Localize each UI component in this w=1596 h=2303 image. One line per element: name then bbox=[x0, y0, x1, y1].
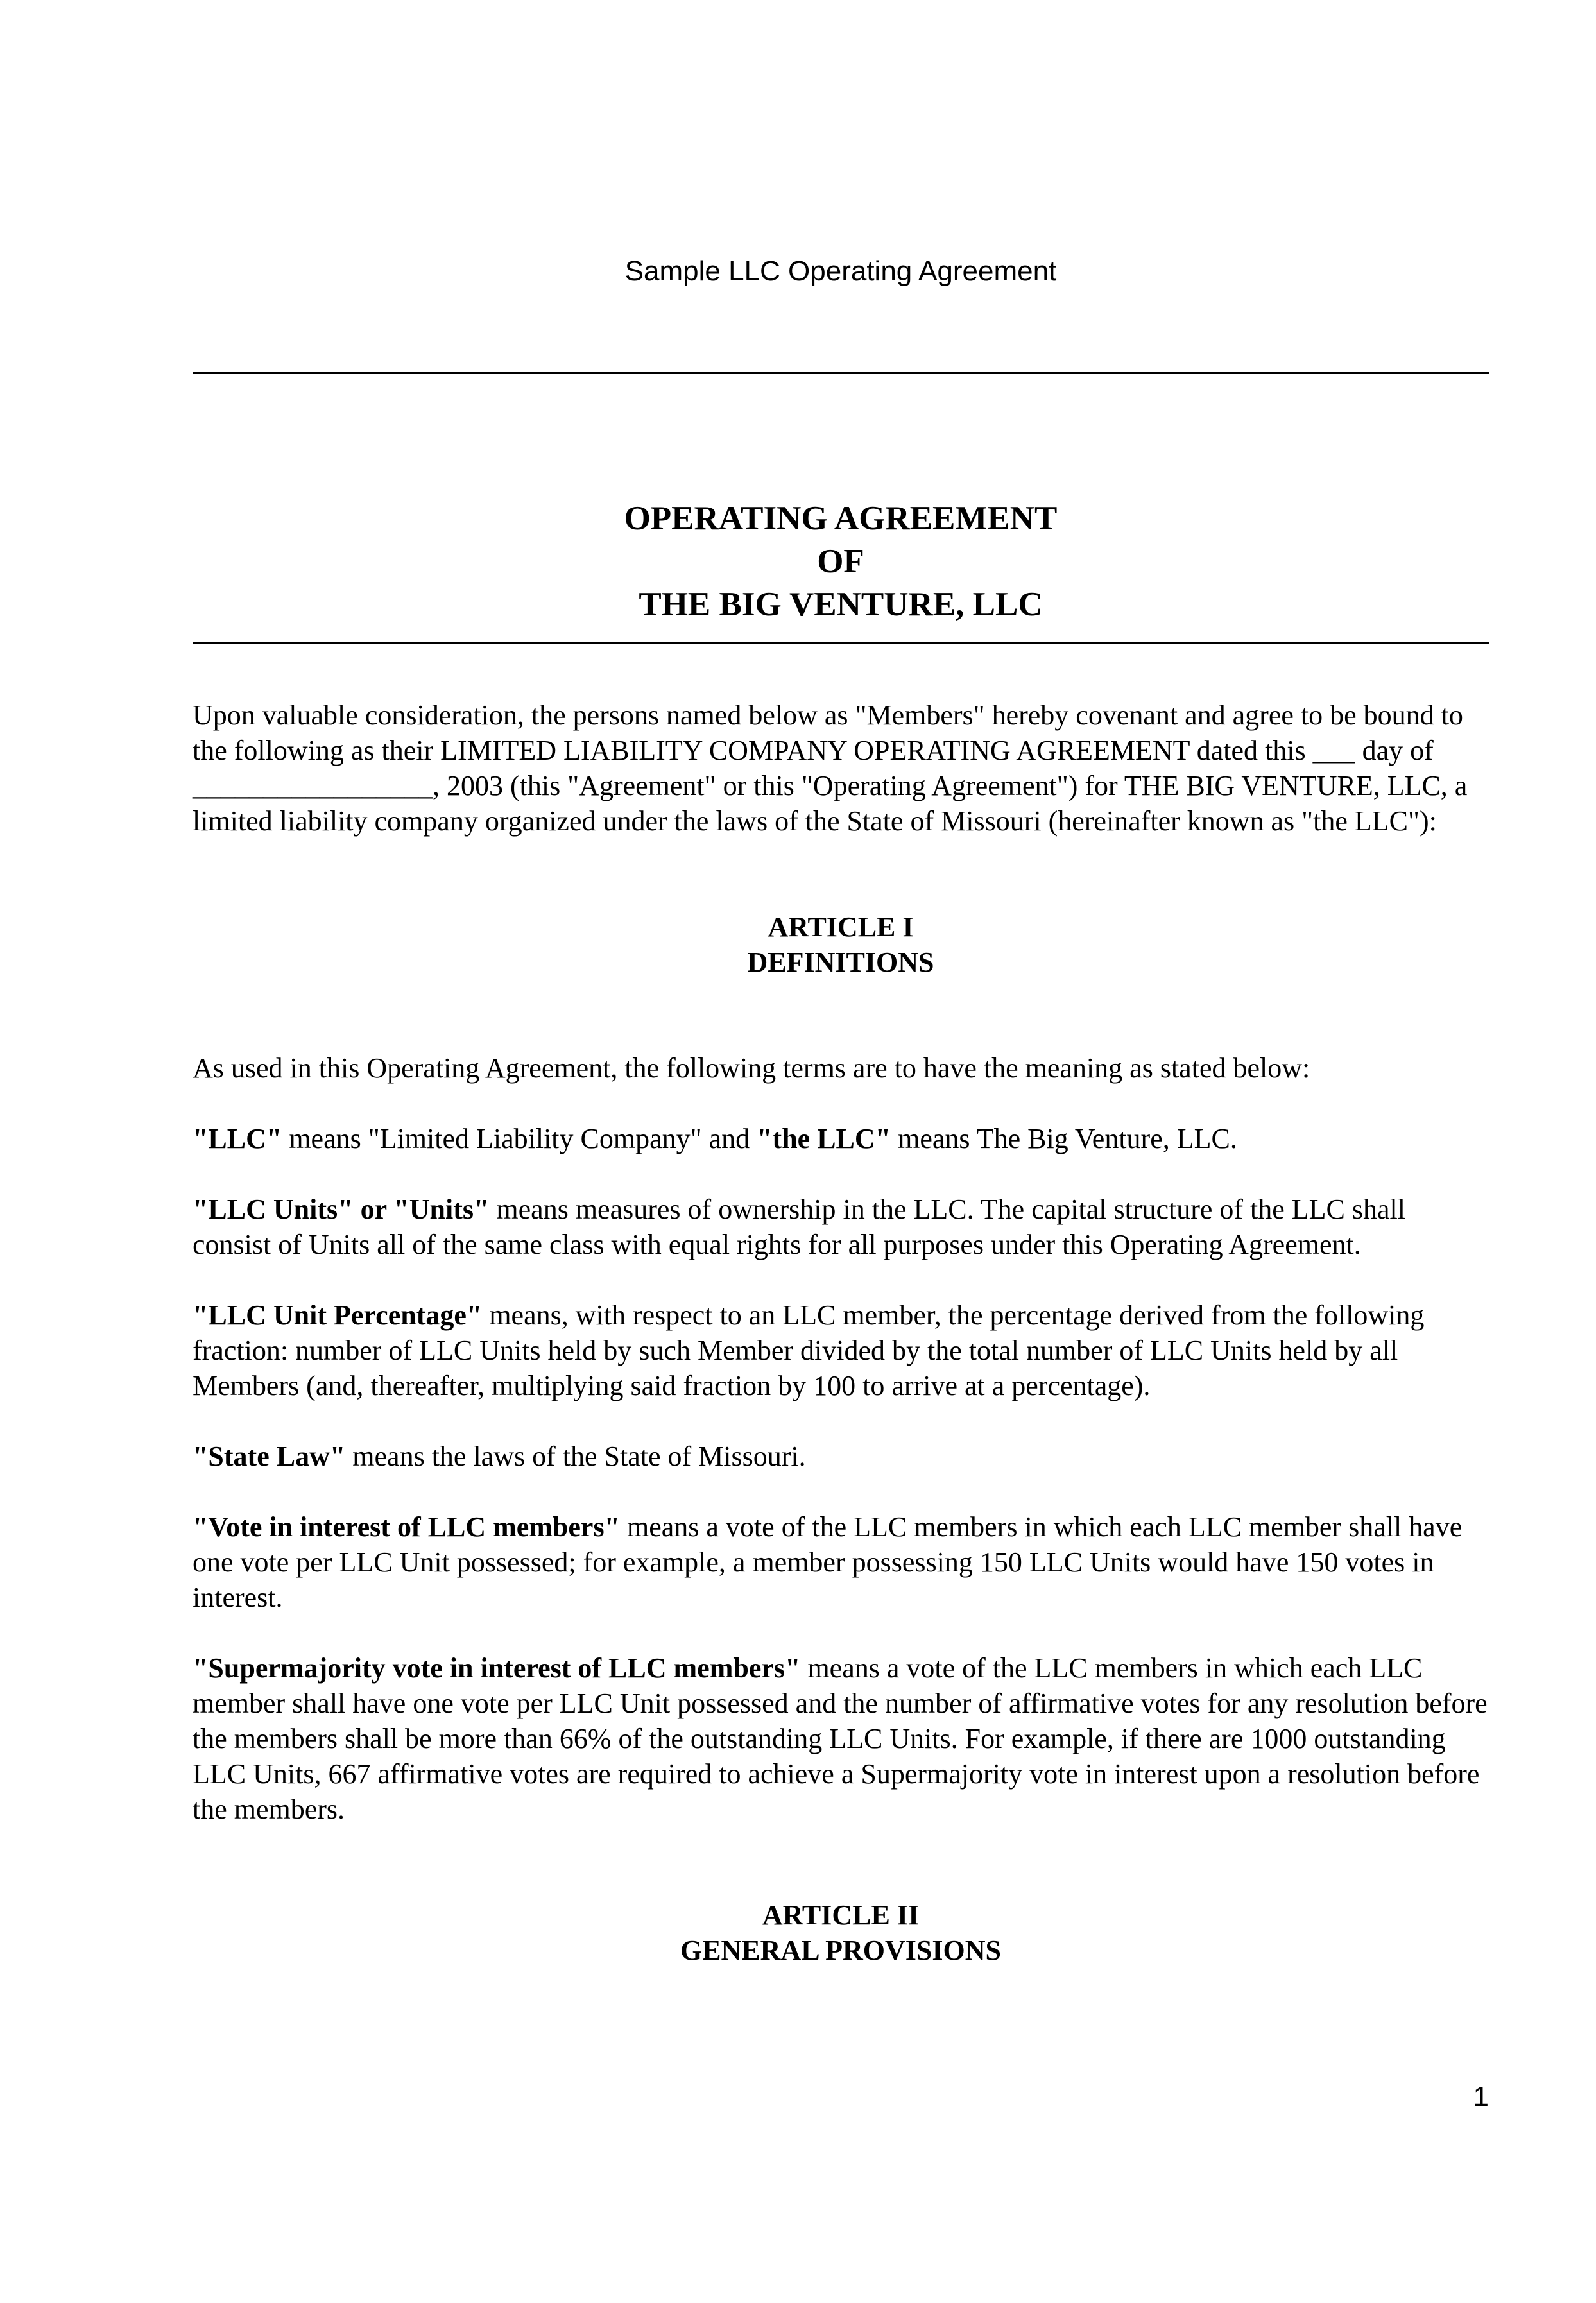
running-header: Sample LLC Operating Agreement bbox=[624, 255, 1057, 287]
article-1-number: ARTICLE I bbox=[768, 911, 914, 943]
title-line-3: THE BIG VENTURE, LLC bbox=[639, 586, 1043, 623]
document-body bbox=[193, 698, 1489, 1968]
definition-text: means the laws of the State of Missouri. bbox=[345, 1441, 806, 1472]
definition-term: "LLC Units" or "Units" bbox=[193, 1194, 490, 1225]
definition-term: "LLC Unit Percentage" bbox=[193, 1299, 483, 1331]
definition-llc bbox=[193, 1121, 1489, 1156]
article-1-heading bbox=[193, 909, 1489, 980]
definition-text: means a vote of the LLC members in which each LLC member shall have one vote per LLC Unit possessed; for example, a member possessing 150 LLC Units would have 150 votes in interest. bbox=[193, 1511, 1463, 1613]
definition-term: "the LLC" bbox=[757, 1123, 891, 1154]
article-2-heading bbox=[193, 1897, 1489, 1968]
definition-term: "LLC" bbox=[193, 1123, 282, 1154]
definition-supermajority-vote bbox=[193, 1650, 1489, 1827]
definition-text: means, with respect to an LLC member, the percentage derived from the following fraction: number of LLC Units held by such Member divided by the total number of LLC Units held by all Members (and, thereafter, multiplying said fraction by 100 to arrive at a percentage). bbox=[193, 1299, 1425, 1401]
definition-vote-in-interest bbox=[193, 1509, 1489, 1615]
definition-llc-units bbox=[193, 1192, 1489, 1262]
definition-llc-unit-percentage bbox=[193, 1297, 1489, 1403]
title-rule bbox=[193, 642, 1489, 644]
title-line-2: OF bbox=[817, 543, 864, 580]
definition-text: means a vote of the LLC members in which each LLC member shall have one vote per LLC Unit possessed and the number of affirmative votes for any resolution before the members shall be more than 66% of the outstanding LLC Units. For example, if there are 1000 outstanding LLC Units, 667 affirmative votes are required to achieve a Supermajority vote in interest upon a resolution before the members. bbox=[193, 1652, 1488, 1825]
definition-state-law bbox=[193, 1439, 1489, 1474]
definition-term: "Supermajority vote in interest of LLC members" bbox=[193, 1652, 801, 1684]
article-2-number: ARTICLE II bbox=[762, 1899, 920, 1931]
definition-text: means measures of ownership in the LLC. The capital structure of the LLC shall consist of Units all of the same class with equal rights for all purposes under this Operating Agreement. bbox=[193, 1194, 1405, 1260]
title-line-1: OPERATING AGREEMENT bbox=[624, 500, 1058, 537]
page-number: 1 bbox=[1473, 2081, 1489, 2112]
definition-term: "State Law" bbox=[193, 1441, 346, 1472]
intro-paragraph: Upon valuable consideration, the persons named below as "Members" hereby covenant and agree to be bound to the following as their LIMITED LIABILITY COMPANY OPERATING AGREEMENT dated this ___ day of _________________, 2003 (this "Agreement" or this "Operating Agreement") for THE BIG VENTURE, LLC, a limited liability company organized under the laws of the State of Missouri (hereinafter known as "the LLC"): bbox=[193, 699, 1468, 837]
article-1-title: DEFINITIONS bbox=[747, 946, 934, 978]
definition-text: means The Big Venture, LLC. bbox=[891, 1123, 1237, 1154]
article-2-title: GENERAL PROVISIONS bbox=[680, 1935, 1001, 1966]
header-rule bbox=[193, 372, 1489, 374]
definition-text: means "Limited Liability Company" and bbox=[282, 1123, 757, 1154]
definitions-lead-in: As used in this Operating Agreement, the following terms are to have the meaning as stated below: bbox=[193, 1052, 1310, 1084]
document-title bbox=[193, 497, 1489, 626]
definition-term: "Vote in interest of LLC members" bbox=[193, 1511, 620, 1543]
